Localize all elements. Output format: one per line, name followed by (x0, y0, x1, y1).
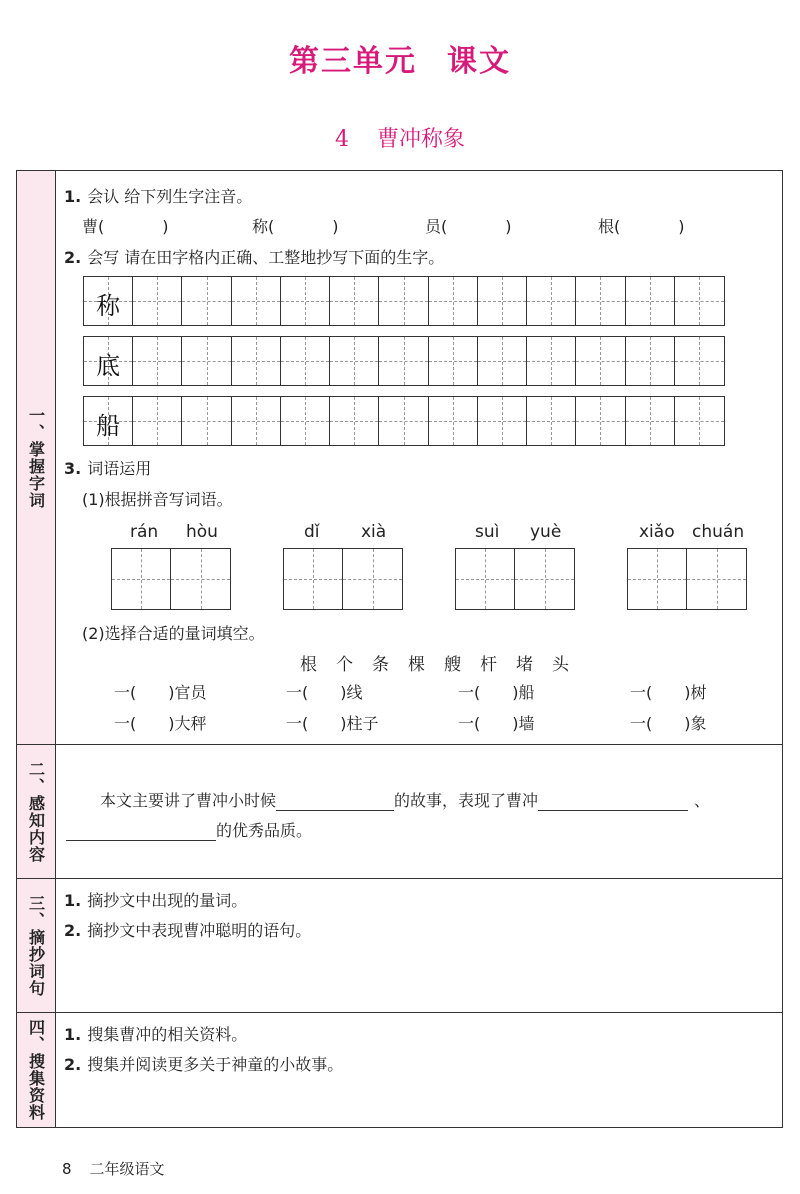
writing-grid-3[interactable] (83, 396, 725, 446)
fill-in[interactable]: 一( )树 (630, 683, 707, 702)
unit-sub: 课文 (447, 44, 511, 79)
summary-line-2: 的优秀品质。 (66, 818, 312, 841)
fill-in[interactable]: 一( )大秤 (114, 714, 207, 733)
model-char: 船 (96, 412, 121, 440)
fill-in[interactable]: 一( )柱子 (286, 714, 379, 733)
pinyin-item-2[interactable]: 称( ) (252, 217, 339, 236)
s3-q1: 1. 摘抄文中出现的量词。 (64, 891, 248, 910)
lesson-title (0, 122, 800, 153)
fill-in[interactable]: 一( )线 (286, 683, 363, 702)
word-box-2[interactable] (283, 548, 403, 610)
fill-in[interactable]: 一( )官员 (114, 683, 207, 702)
pinyin-label: xià (361, 522, 387, 542)
pinyin-label: xiǎo (639, 522, 675, 542)
s4-q2: 2. 搜集并阅读更多关于神童的小故事。 (64, 1055, 344, 1074)
s3-q2: 2. 摘抄文中表现曹冲聪明的语句。 (64, 921, 312, 940)
pinyin-item-1[interactable]: 曹( ) (82, 217, 169, 236)
s4-q1: 1. 搜集曹冲的相关资料。 (64, 1025, 248, 1044)
pinyin-label: suì (475, 522, 500, 542)
blank-quality-2[interactable] (66, 822, 216, 841)
s1-q2: 2. 会写 请在田字格内正确、工整地抄写下面的生字。 (64, 248, 445, 267)
blank-story[interactable] (276, 792, 394, 811)
s1-q1: 1. 会认 给下列生字注音。 (64, 187, 253, 206)
model-char: 称 (96, 292, 121, 320)
pinyin-label: dǐ (304, 522, 320, 542)
pinyin-label: rán (130, 522, 159, 542)
blank-quality-1[interactable] (538, 792, 688, 811)
fill-in[interactable]: 一( )墙 (458, 714, 535, 733)
lesson-name: 曹冲称象 (376, 127, 465, 152)
section-2 (17, 745, 782, 879)
pinyin-item-4[interactable]: 根( ) (598, 217, 685, 236)
unit-title (0, 36, 800, 80)
pinyin-label: hòu (186, 522, 218, 542)
writing-grid-1[interactable] (83, 276, 725, 326)
word-box-4[interactable] (627, 548, 747, 610)
s1-q3-part1: (1)根据拼音写词语。 (82, 490, 233, 509)
word-box-1[interactable] (111, 548, 231, 610)
unit-name: 第三单元 (289, 44, 417, 79)
footer-label: 二年级语文 (89, 1160, 165, 1178)
section-2-label: 二、感知内容 (17, 745, 56, 878)
writing-grid-2[interactable] (83, 336, 725, 386)
page-footer (62, 1158, 165, 1179)
fill-in[interactable]: 一( )象 (630, 714, 707, 733)
section-4-label: 四、搜集资料 (17, 1013, 56, 1127)
pinyin-label: yuè (530, 522, 562, 542)
section-3-label: 三、摘抄词句 (17, 879, 56, 1012)
lesson-number: 4 (334, 127, 349, 152)
summary-line-1: 本文主要讲了曹冲小时候 的故事，表现了曹冲 、 (100, 791, 711, 810)
s1-q3: 3. 词语运用 (64, 459, 152, 478)
s1-q3-part2: (2)选择合适的量词填空。 (82, 624, 265, 643)
page-number: 8 (62, 1160, 72, 1178)
model-char: 底 (96, 352, 121, 380)
pinyin-item-3[interactable]: 员( ) (425, 217, 512, 236)
word-box-3[interactable] (455, 548, 575, 610)
fill-in[interactable]: 一( )船 (458, 683, 535, 702)
section-1-label: 一、掌握字词 (17, 171, 56, 744)
measure-word-bank: 根 个 条 棵 艘 杆 堵 头 (300, 655, 569, 675)
pinyin-label: chuán (692, 522, 745, 542)
